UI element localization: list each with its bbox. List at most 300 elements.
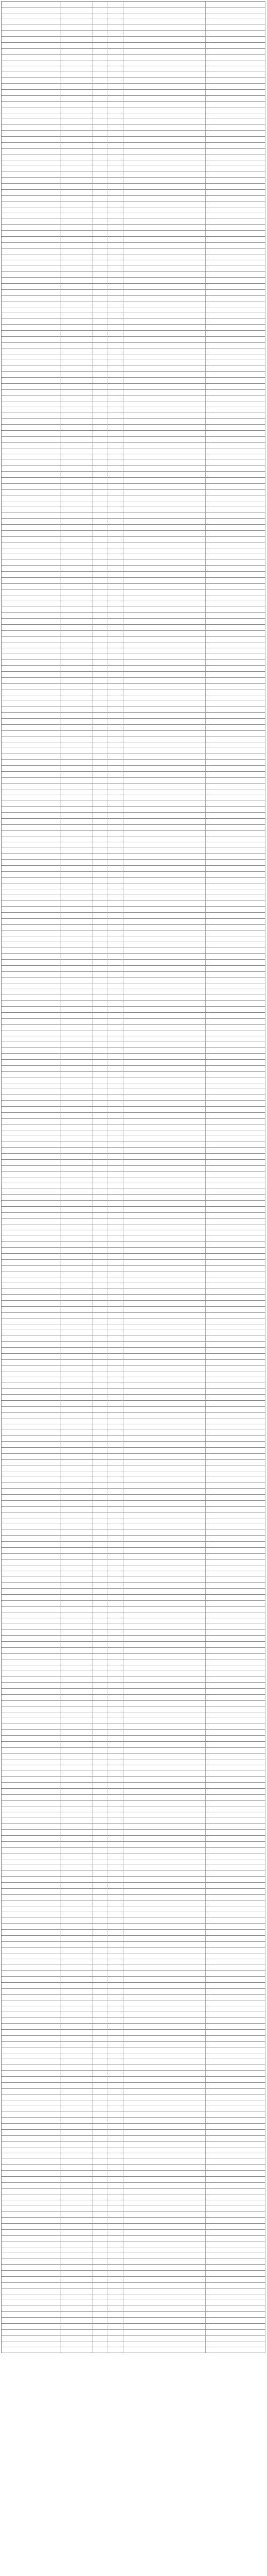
table-cell <box>107 1154 123 1160</box>
table-cell <box>206 249 265 254</box>
table-cell <box>60 925 92 930</box>
table-cell <box>60 1030 92 1036</box>
table-cell <box>60 736 92 742</box>
table-cell <box>107 566 123 572</box>
table-cell <box>60 795 92 801</box>
table-cell <box>123 1007 206 1013</box>
table-cell <box>60 1389 92 1395</box>
table-cell <box>107 1324 123 1330</box>
table-cell <box>206 1083 265 1089</box>
table-cell <box>123 1354 206 1360</box>
table-cell <box>107 2253 123 2259</box>
table-cell <box>2 1395 60 1401</box>
table-cell <box>60 572 92 578</box>
table-cell <box>107 972 123 977</box>
table-cell <box>123 348 206 354</box>
table-cell <box>60 49 92 55</box>
table-cell <box>107 2341 123 2347</box>
table-cell <box>123 390 206 395</box>
table-cell <box>107 2 123 7</box>
table-cell <box>2 1471 60 1477</box>
table-cell <box>206 754 265 760</box>
table-cell <box>2 1195 60 1201</box>
table-row <box>2 695 265 701</box>
table-cell <box>107 254 123 260</box>
table-row <box>2 1906 265 1912</box>
table-cell <box>206 1665 265 1671</box>
table-cell <box>60 1542 92 1548</box>
table-cell <box>60 648 92 654</box>
table-cell <box>2 1119 60 1124</box>
table-cell <box>206 1830 265 1836</box>
table-cell <box>107 337 123 343</box>
table-cell <box>60 1324 92 1330</box>
table-cell <box>107 213 123 219</box>
table-cell <box>123 966 206 972</box>
table-cell <box>92 613 107 619</box>
table-cell <box>60 84 92 90</box>
table-cell <box>92 1677 107 1683</box>
table-cell <box>107 678 123 684</box>
table-cell <box>92 2118 107 2124</box>
table-cell <box>2 2159 60 2165</box>
table-row <box>2 625 265 631</box>
table-cell <box>107 866 123 872</box>
table-cell <box>92 901 107 907</box>
table-cell <box>92 1889 107 1895</box>
table-cell <box>206 684 265 689</box>
table-cell <box>2 619 60 625</box>
table-cell <box>92 584 107 589</box>
table-cell <box>123 666 206 672</box>
table-cell <box>123 1624 206 1630</box>
table-row <box>2 1618 265 1624</box>
table-cell <box>60 2100 92 2106</box>
table-cell <box>60 149 92 154</box>
table-cell <box>92 2006 107 2012</box>
table-cell <box>123 1424 206 1430</box>
table-row <box>2 807 265 813</box>
table-cell <box>123 1642 206 1648</box>
table-cell <box>92 878 107 883</box>
table-row <box>2 466 265 472</box>
table-cell <box>107 1865 123 1871</box>
table-cell <box>92 1695 107 1701</box>
table-cell <box>60 1624 92 1630</box>
table-cell <box>123 801 206 807</box>
table-cell <box>123 1601 206 1607</box>
table-cell <box>107 1736 123 1742</box>
table-cell <box>2 1342 60 1348</box>
table-cell <box>92 2236 107 2241</box>
table-cell <box>206 149 265 154</box>
table-cell <box>2 343 60 348</box>
table-cell <box>60 1177 92 1183</box>
table-cell <box>206 1648 265 1654</box>
table-cell <box>2 842 60 848</box>
table-cell <box>107 1983 123 1989</box>
table-cell <box>107 1436 123 1442</box>
table-cell <box>92 1683 107 1689</box>
table-cell <box>2 1995 60 2000</box>
table-cell <box>92 1042 107 1048</box>
table-cell <box>123 1001 206 1007</box>
table-cell <box>2 807 60 813</box>
table-cell <box>107 1889 123 1895</box>
table-cell <box>123 196 206 201</box>
table-cell <box>206 972 265 977</box>
table-cell <box>107 907 123 913</box>
table-cell <box>206 2118 265 2124</box>
table-cell <box>60 1213 92 1219</box>
table-cell <box>92 1266 107 1271</box>
table-cell <box>107 1160 123 1166</box>
table-cell <box>107 1642 123 1648</box>
table-cell <box>107 1565 123 1571</box>
table-row <box>2 1348 265 1354</box>
table-cell <box>107 1207 123 1213</box>
table-cell <box>2 1918 60 1924</box>
table-cell <box>107 1119 123 1124</box>
table-row <box>2 1454 265 1460</box>
table-row <box>2 1307 265 1313</box>
table-cell <box>206 2177 265 2183</box>
table-cell <box>206 1518 265 1524</box>
table-row <box>2 1624 265 1630</box>
table-cell <box>107 783 123 789</box>
table-cell <box>2 2165 60 2171</box>
table-cell <box>123 1036 206 1042</box>
table-row <box>2 684 265 689</box>
table-cell <box>107 2077 123 2083</box>
table-cell <box>2 2136 60 2142</box>
table-cell <box>2 642 60 648</box>
table-cell <box>2 1900 60 1906</box>
table-cell <box>2 2271 60 2277</box>
table-cell <box>123 1877 206 1883</box>
table-cell <box>2 149 60 154</box>
table-cell <box>60 290 92 296</box>
table-cell <box>60 366 92 372</box>
table-cell <box>123 19 206 25</box>
table-cell <box>107 2330 123 2336</box>
table-row <box>2 401 265 407</box>
table-row <box>2 1895 265 1900</box>
table-row <box>2 572 265 578</box>
table-cell <box>107 307 123 313</box>
table-cell <box>2 819 60 825</box>
table-cell <box>123 1318 206 1324</box>
table-cell <box>2 331 60 337</box>
table-cell <box>206 1607 265 1612</box>
table-cell <box>92 1189 107 1195</box>
table-row <box>2 989 265 995</box>
table-cell <box>92 2030 107 2036</box>
table-cell <box>206 1142 265 1148</box>
table-cell <box>60 237 92 243</box>
table-cell <box>92 1471 107 1477</box>
table-cell <box>60 1430 92 1436</box>
table-cell <box>206 1207 265 1213</box>
table-cell <box>206 1119 265 1124</box>
table-row <box>2 778 265 783</box>
table-cell <box>60 1042 92 1048</box>
table-row <box>2 1871 265 1877</box>
table-cell <box>107 1189 123 1195</box>
table-cell <box>206 384 265 390</box>
table-cell <box>2 1783 60 1789</box>
table-cell <box>206 478 265 484</box>
table-cell <box>2 213 60 219</box>
table-cell <box>92 2271 107 2277</box>
table-cell <box>107 1836 123 1842</box>
table-cell <box>206 454 265 460</box>
table-cell <box>60 1718 92 1724</box>
table-cell <box>60 166 92 172</box>
table-cell <box>60 478 92 484</box>
table-cell <box>123 889 206 895</box>
table-cell <box>60 143 92 149</box>
table-cell <box>123 689 206 695</box>
table-cell <box>92 713 107 719</box>
table-cell <box>107 1030 123 1036</box>
table-cell <box>206 1859 265 1865</box>
table-cell <box>206 337 265 343</box>
table-cell <box>123 43 206 49</box>
table-row <box>2 1483 265 1489</box>
table-cell <box>206 343 265 348</box>
table-cell <box>206 2006 265 2012</box>
table-cell <box>123 1271 206 1277</box>
table-cell <box>107 31 123 37</box>
table-cell <box>123 813 206 819</box>
table-cell <box>2 1983 60 1989</box>
table-cell <box>60 1554 92 1559</box>
table-cell <box>206 2347 265 2353</box>
table-cell <box>92 137 107 143</box>
table-cell <box>107 1718 123 1724</box>
table-cell <box>107 90 123 96</box>
table-cell <box>92 1124 107 1130</box>
table-cell <box>92 1436 107 1442</box>
table-cell <box>123 1689 206 1695</box>
table-cell <box>2 684 60 689</box>
table-cell <box>92 1524 107 1530</box>
table-cell <box>107 831 123 836</box>
table-cell <box>123 2253 206 2259</box>
table-cell <box>107 1683 123 1689</box>
table-row <box>2 7 265 13</box>
table-row <box>2 96 265 102</box>
table-row <box>2 1765 265 1771</box>
table-cell <box>2 107 60 113</box>
table-cell <box>2 519 60 525</box>
table-cell <box>107 1659 123 1665</box>
table-cell <box>107 1483 123 1489</box>
table-cell <box>107 37 123 43</box>
table-cell <box>206 1595 265 1601</box>
table-cell <box>206 2136 265 2142</box>
table-cell <box>123 1254 206 1260</box>
table-cell <box>206 613 265 619</box>
table-cell <box>60 1607 92 1612</box>
table-row <box>2 407 265 413</box>
table-cell <box>123 2118 206 2124</box>
table-row <box>2 149 265 154</box>
table-cell <box>206 2271 265 2277</box>
table-row <box>2 1318 265 1324</box>
table-cell <box>123 1083 206 1089</box>
table-cell <box>206 537 265 542</box>
table-cell <box>123 1489 206 1495</box>
table-row <box>2 384 265 390</box>
table-row <box>2 307 265 313</box>
table-cell <box>206 1924 265 1930</box>
table-cell <box>107 966 123 972</box>
table-cell <box>206 143 265 149</box>
table-cell <box>92 2042 107 2047</box>
table-cell <box>123 2230 206 2236</box>
table-row <box>2 1630 265 1636</box>
table-cell <box>92 1207 107 1213</box>
table-cell <box>60 1507 92 1512</box>
table-row <box>2 578 265 584</box>
table-cell <box>123 437 206 443</box>
table-cell <box>107 513 123 519</box>
table-cell <box>60 1036 92 1042</box>
table-cell <box>60 2271 92 2277</box>
table-cell <box>206 872 265 878</box>
table-cell <box>60 1995 92 2000</box>
table-cell <box>206 390 265 395</box>
table-cell <box>92 2336 107 2341</box>
table-cell <box>206 1101 265 1107</box>
table-row <box>2 243 265 249</box>
table-cell <box>206 742 265 748</box>
table-cell <box>92 2083 107 2089</box>
table-cell <box>107 1748 123 1753</box>
table-cell <box>92 1583 107 1589</box>
table-cell <box>206 1471 265 1477</box>
table-cell <box>123 2112 206 2118</box>
table-cell <box>123 2077 206 2083</box>
table-cell <box>123 778 206 783</box>
table-cell <box>107 695 123 701</box>
table-cell <box>92 501 107 507</box>
table-cell <box>206 1689 265 1695</box>
table-row <box>2 249 265 254</box>
table-cell <box>92 1806 107 1812</box>
table-cell <box>60 2330 92 2336</box>
table-cell <box>206 1066 265 1072</box>
table-row <box>2 1289 265 1295</box>
table-cell <box>107 2224 123 2230</box>
table-cell <box>107 266 123 272</box>
table-cell <box>60 2241 92 2247</box>
table-cell <box>92 1618 107 1624</box>
table-row <box>2 2047 265 2053</box>
table-cell <box>92 2294 107 2300</box>
table-cell <box>92 1113 107 1119</box>
table-cell <box>60 37 92 43</box>
table-cell <box>2 290 60 296</box>
table-cell <box>206 2089 265 2094</box>
table-cell <box>206 637 265 642</box>
table-cell <box>2 2265 60 2271</box>
table-cell <box>123 495 206 501</box>
table-cell <box>2 2306 60 2312</box>
table-cell <box>206 2042 265 2047</box>
table-cell <box>123 2247 206 2253</box>
table-cell <box>206 1942 265 1947</box>
table-cell <box>92 1507 107 1512</box>
table-cell <box>123 448 206 454</box>
table-cell <box>206 801 265 807</box>
table-cell <box>107 889 123 895</box>
table-cell <box>123 2241 206 2247</box>
table-cell <box>123 1224 206 1230</box>
table-cell <box>2 1818 60 1824</box>
table-cell <box>2 55 60 60</box>
table-cell <box>206 1260 265 1266</box>
table-cell <box>92 1771 107 1777</box>
table-cell <box>60 2288 92 2294</box>
table-cell <box>60 319 92 325</box>
table-cell <box>107 1906 123 1912</box>
table-row <box>2 1701 265 1706</box>
table-cell <box>2 1442 60 1448</box>
table-cell <box>123 2042 206 2047</box>
table-cell <box>92 1965 107 1971</box>
table-cell <box>206 2 265 7</box>
table-cell <box>92 1254 107 1260</box>
table-row <box>2 1654 265 1659</box>
table-cell <box>92 695 107 701</box>
table-cell <box>107 584 123 589</box>
table-row <box>2 1283 265 1289</box>
table-cell <box>92 1859 107 1865</box>
table-cell <box>60 613 92 619</box>
table-cell <box>2 1812 60 1818</box>
table-row <box>2 2230 265 2236</box>
table-cell <box>206 225 265 231</box>
table-cell <box>60 2118 92 2124</box>
table-cell <box>107 1512 123 1518</box>
table-cell <box>123 278 206 284</box>
table-cell <box>92 1718 107 1724</box>
table-row <box>2 613 265 619</box>
table-row <box>2 2124 265 2130</box>
table-cell <box>60 1148 92 1154</box>
table-cell <box>206 2318 265 2324</box>
table-row <box>2 1465 265 1471</box>
table-cell <box>206 2236 265 2241</box>
table-cell <box>92 178 107 184</box>
table-cell <box>123 1413 206 1418</box>
table-cell <box>60 2053 92 2059</box>
table-cell <box>2 348 60 354</box>
table-cell <box>123 2130 206 2136</box>
table-cell <box>2 125 60 131</box>
table-cell <box>60 1224 92 1230</box>
table-cell <box>107 137 123 143</box>
table-row <box>2 860 265 866</box>
table-cell <box>60 2283 92 2288</box>
table-cell <box>107 1430 123 1436</box>
table-cell <box>107 1959 123 1965</box>
table-cell <box>92 1554 107 1559</box>
table-row <box>2 2306 265 2312</box>
